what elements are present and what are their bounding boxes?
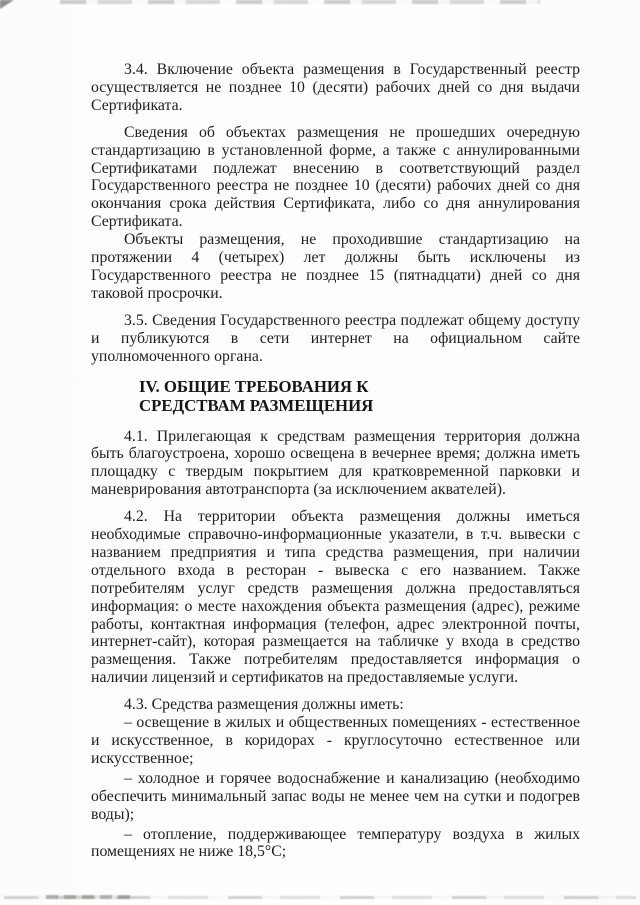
- document-text: [91, 61, 580, 861]
- paragraph-4-2: 4.2. На территории объекта размещения должны иметься необходимые справочно-информационные указатели, в т.ч. вывески с названием предприятия и типа средства размещения, при наличии отдельного входа в ресторан - вывеска с его названием. Также потребителям услуг средств размещения должна предоставляться информация: о месте нахождения объекта размещения (адрес), режиме работы, контактная информация (телефон, адрес электронной почты, интернет-сайт), которая размещается на табличке у входа в средство размещения. Также потребителям предоставляется информация о наличии лицензий и сертификатов на предоставляемые услуги.: [91, 508, 580, 687]
- list-item-heating: – отопление, поддерживающее температуру воздуха в жилых помещениях не ниже 18,5°С;: [91, 825, 580, 861]
- section-4-heading-line-1: IV. ОБЩИЕ ТРЕБОВАНИЯ К: [139, 376, 369, 396]
- list-item-lighting: – освещение в жилых и общественных помещениях - естественное и искусственное, в коридорах - круглосуточно естественное или искусственное;: [91, 714, 580, 767]
- paragraph-4-3-intro: 4.3. Средства размещения должны иметь:: [124, 696, 404, 714]
- paragraph-registry-exclusion: Объекты размещения, не проходившие стандартизацию на протяжении 4 (четырех) лет должны быть исключены из Государственного реестра не позднее 15 (пятнадцати) дней со дня таковой просрочки.: [91, 231, 580, 302]
- scan-artifact-bottom-edge: [4, 896, 636, 899]
- paragraph-3-4: 3.4. Включение объекта размещения в Государственный реестр осуществляется не позднее 10 (десяти) рабочих дней со дня выдачи Сертификата.: [91, 61, 580, 114]
- section-4-heading-line-2: СРЕДСТВАМ РАЗМЕЩЕНИЯ: [139, 396, 374, 415]
- paragraph-3-5: 3.5. Сведения Государственного реестра подлежат общему доступу и публикуются в сети интернет на официальном сайте уполномоченного органа.: [91, 311, 580, 365]
- scan-artifact-corner: [0, 0, 14, 9]
- list-item-water-supply: – холодное и горячее водоснабжение и канализацию (необходимо обеспечить минимальный запас воды не менее чем на сутки и подогрев воды);: [91, 769, 580, 823]
- section-4-heading: [91, 377, 580, 416]
- scan-artifact-top-edge: [60, 0, 540, 4]
- paragraph-4-1: 4.1. Прилегающая к средствам размещения территория должна быть благоустроена, хорошо освещена в вечернее время; должна иметь площадку с твердым покрытием для кратковременной парковки и маневрирования автотранспорта (за исключением аквателей).: [91, 427, 580, 499]
- paragraph-registry-update: Сведения об объектах размещения не прошедших очередную стандартизацию в установленной форме, а также с аннулированными Сертификатами подлежат внесению в соответствующий раздел Государственного реестра не позднее 10 (десяти) рабочих дней со дня окончания срока действия Сертификата, либо со дня аннулирования Сертификата.: [91, 123, 580, 231]
- scan-artifact-bottom-smudge: [46, 895, 130, 899]
